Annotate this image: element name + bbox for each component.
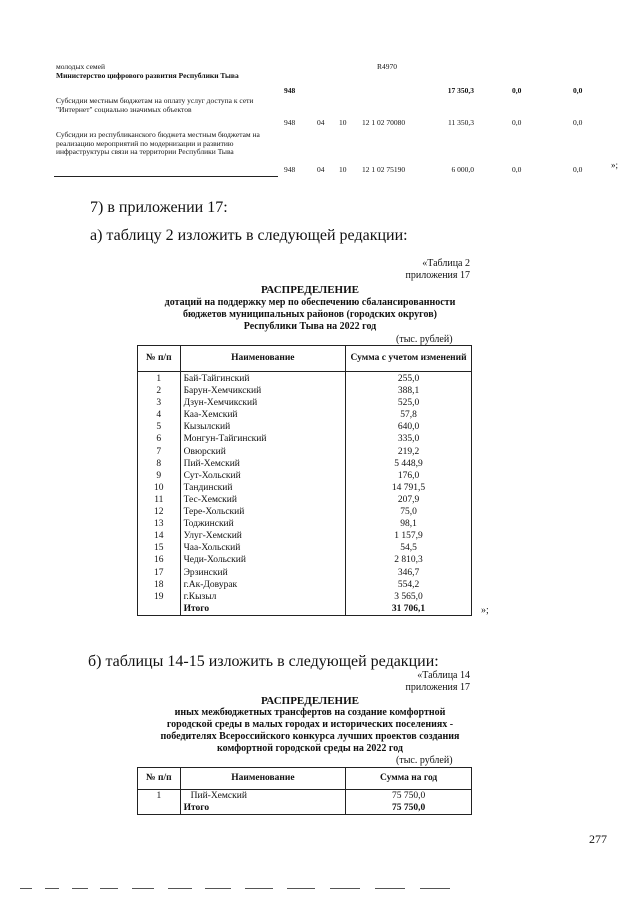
row-fragment-code: R4970 <box>377 62 398 71</box>
row-sum: 3 565,0 <box>346 591 472 603</box>
dash <box>20 888 32 889</box>
row-num: 19 <box>138 591 181 603</box>
row-name: Чаа-Хольский <box>180 542 346 554</box>
row-name: Барун-Хемчикский <box>180 385 346 397</box>
budget-row-year2: 0,0 <box>573 86 583 95</box>
budget-row-year1: 0,0 <box>512 165 522 174</box>
table-subtitle-2: городской среды в малых городах и исторических поселениях - <box>166 719 454 730</box>
table-total-row <box>138 603 472 616</box>
table-ref <box>370 670 470 694</box>
dash <box>168 888 192 889</box>
row-name: Тес-Хемский <box>180 494 346 506</box>
row-name: Тоджинский <box>180 518 346 530</box>
budget-row-name: Субсидии местным бюджетам на оплату услуг доступа к сети "Интернет" социально значимых объектов <box>56 96 254 114</box>
dash <box>45 888 59 889</box>
page-number: 277 <box>589 832 607 846</box>
table-subtitle-3: Республики Тыва на 2022 год <box>243 321 377 332</box>
row-num: 1 <box>138 790 181 803</box>
col-header-name: Наименование <box>180 346 346 372</box>
row-num: 3 <box>138 397 181 409</box>
row-sum: 75,0 <box>346 506 472 518</box>
col-header-num: № п/п <box>138 768 181 790</box>
row-name: Чеди-Хольский <box>180 554 346 566</box>
table-ref-line2: приложения 17 <box>405 682 470 693</box>
row-name: Пий-Хемский <box>180 458 346 470</box>
total-label: Итого <box>180 603 346 616</box>
table-subtitle-1: дотаций на поддержку мер по обеспечению сбалансированности <box>164 297 456 308</box>
table-row <box>138 542 472 554</box>
row-sum: 14 791,5 <box>346 482 472 494</box>
dash <box>132 888 154 889</box>
table-ref-line1: «Таблица 14 <box>417 670 470 681</box>
budget-row-year2: 0,0 <box>573 165 583 174</box>
row-name: Каа-Хемский <box>180 409 346 421</box>
table-row <box>138 385 472 397</box>
budget-row-gr: 948 <box>284 118 296 127</box>
closing-quote: »; <box>481 605 489 616</box>
table-subtitle-4: комфортной городской среды на 2022 год <box>217 743 403 754</box>
budget-row-rz: 04 <box>317 165 325 174</box>
row-sum: 5 448,9 <box>346 458 472 470</box>
row-sum: 207,9 <box>346 494 472 506</box>
row-sum: 640,0 <box>346 421 472 433</box>
units-label: (тыс. рублей) <box>396 334 453 345</box>
col-header-num: № п/п <box>138 346 181 372</box>
row-sum: 54,5 <box>346 542 472 554</box>
budget-row-rz: 04 <box>317 118 325 127</box>
row-sum: 219,2 <box>346 446 472 458</box>
row-sum: 75 750,0 <box>346 790 472 803</box>
row-name: Пий-Хемский <box>180 790 346 803</box>
row-name: Улуг-Хемский <box>180 530 346 542</box>
budget-row-sum: 11 350,3 <box>448 118 474 127</box>
table-subtitle-2: бюджетов муниципальных районов (городских округов) <box>183 309 437 320</box>
table-subtitle-1: иных межбюджетных трансфертов на создание комфортной <box>174 707 446 718</box>
row-num: 11 <box>138 494 181 506</box>
row-sum: 2 810,3 <box>346 554 472 566</box>
item-a-heading: а) таблицу 2 изложить в следующей редакции: <box>90 227 408 244</box>
row-fragment-text: молодых семей <box>56 62 105 71</box>
row-name: Бай-Тайгинский <box>180 372 346 386</box>
row-name: Овюрский <box>180 446 346 458</box>
row-name: Тандинский <box>180 482 346 494</box>
row-num: 1 <box>138 372 181 386</box>
row-num: 8 <box>138 458 181 470</box>
row-num: 6 <box>138 433 181 445</box>
item-7-heading: 7) в приложении 17: <box>90 199 228 216</box>
row-num: 2 <box>138 385 181 397</box>
row-num: 13 <box>138 518 181 530</box>
table-row <box>138 372 472 386</box>
row-num: 14 <box>138 530 181 542</box>
budget-row-pr: 10 <box>339 165 347 174</box>
table-row <box>138 409 472 421</box>
row-name: Кызылский <box>180 421 346 433</box>
table-row <box>138 458 472 470</box>
table-ref <box>380 258 470 282</box>
col-header-name: Наименование <box>180 768 346 790</box>
row-sum: 554,2 <box>346 579 472 591</box>
table-row <box>138 567 472 579</box>
table-row <box>138 591 472 603</box>
dash <box>205 888 231 889</box>
table-row <box>138 421 472 433</box>
row-num: 9 <box>138 470 181 482</box>
row-name: Дзун-Хемчикский <box>180 397 346 409</box>
table-row <box>138 433 472 445</box>
total-sum: 31 706,1 <box>346 603 472 616</box>
budget-row-name: Министерство цифрового развития Республики Тыва <box>56 71 239 80</box>
row-name: Тере-Хольский <box>180 506 346 518</box>
budget-row-gr: 948 <box>284 165 296 174</box>
table-row <box>138 470 472 482</box>
closing-quote: »; <box>611 160 619 170</box>
table-row <box>138 397 472 409</box>
budget-row-sum: 6 000,0 <box>451 165 474 174</box>
dash <box>72 888 88 889</box>
row-num: 12 <box>138 506 181 518</box>
budget-row-gr: 948 <box>284 86 296 95</box>
row-num: 18 <box>138 579 181 591</box>
row-name: Монгун-Тайгинский <box>180 433 346 445</box>
col-header-sum: Сумма с учетом изменений <box>346 346 472 372</box>
col-header-sum: Сумма на год <box>346 768 472 790</box>
row-num: 16 <box>138 554 181 566</box>
dash <box>330 888 360 889</box>
row-num <box>138 603 181 616</box>
item-b-heading: б) таблицы 14-15 изложить в следующей редакции: <box>88 653 439 670</box>
budget-row-pr: 10 <box>339 118 347 127</box>
row-underline <box>54 176 278 177</box>
row-num: 17 <box>138 567 181 579</box>
table-ref-line1: «Таблица 2 <box>422 258 470 269</box>
budget-row-name: Субсидии из республиканского бюджета местным бюджетам на реализацию мероприятий по модернизации и развитию инфраструктуры связи на территории Республики Тыва <box>56 130 260 157</box>
budget-row-csr: 12 1 02 75190 <box>362 165 406 174</box>
table-total-row <box>138 802 472 815</box>
dash <box>245 888 273 889</box>
table-title: РАСПРЕДЕЛЕНИЕ <box>260 695 359 707</box>
row-num <box>138 802 181 815</box>
total-sum: 75 750,0 <box>346 802 472 815</box>
row-sum: 98,1 <box>346 518 472 530</box>
row-name: г.Ак-Довурак <box>180 579 346 591</box>
distribution-table <box>137 345 472 616</box>
row-sum: 1 157,9 <box>346 530 472 542</box>
budget-row-year1: 0,0 <box>512 118 522 127</box>
table-subtitle-3: победителях Всероссийского конкурса лучших проектов создания <box>160 731 460 742</box>
table-row <box>138 530 472 542</box>
row-name: Сут-Хольский <box>180 470 346 482</box>
table-row <box>138 482 472 494</box>
dash <box>375 888 405 889</box>
table-row <box>138 518 472 530</box>
total-label: Итого <box>180 802 346 815</box>
row-num: 15 <box>138 542 181 554</box>
row-num: 5 <box>138 421 181 433</box>
row-sum: 346,7 <box>346 567 472 579</box>
table-row <box>138 579 472 591</box>
distribution-table <box>137 767 472 815</box>
budget-row-sum: 17 350,3 <box>447 86 474 95</box>
row-sum: 335,0 <box>346 433 472 445</box>
table-title: РАСПРЕДЕЛЕНИЕ <box>260 284 359 296</box>
row-sum: 388,1 <box>346 385 472 397</box>
budget-row-year2: 0,0 <box>573 118 583 127</box>
row-sum: 525,0 <box>346 397 472 409</box>
row-name: Эрзинский <box>180 567 346 579</box>
table-row <box>138 554 472 566</box>
row-num: 10 <box>138 482 181 494</box>
budget-row-year1: 0,0 <box>512 86 522 95</box>
table-row <box>138 494 472 506</box>
units-label: (тыс. рублей) <box>396 755 453 766</box>
table-row <box>138 506 472 518</box>
row-num: 7 <box>138 446 181 458</box>
dash <box>420 888 450 889</box>
table-row <box>138 790 472 803</box>
dash <box>287 888 315 889</box>
dash <box>100 888 118 889</box>
budget-row-csr: 12 1 02 70080 <box>362 118 406 127</box>
table-row <box>138 446 472 458</box>
row-name: г.Кызыл <box>180 591 346 603</box>
row-sum: 57,8 <box>346 409 472 421</box>
row-sum: 176,0 <box>346 470 472 482</box>
table-ref-line2: приложения 17 <box>405 270 470 281</box>
row-num: 4 <box>138 409 181 421</box>
row-sum: 255,0 <box>346 372 472 386</box>
